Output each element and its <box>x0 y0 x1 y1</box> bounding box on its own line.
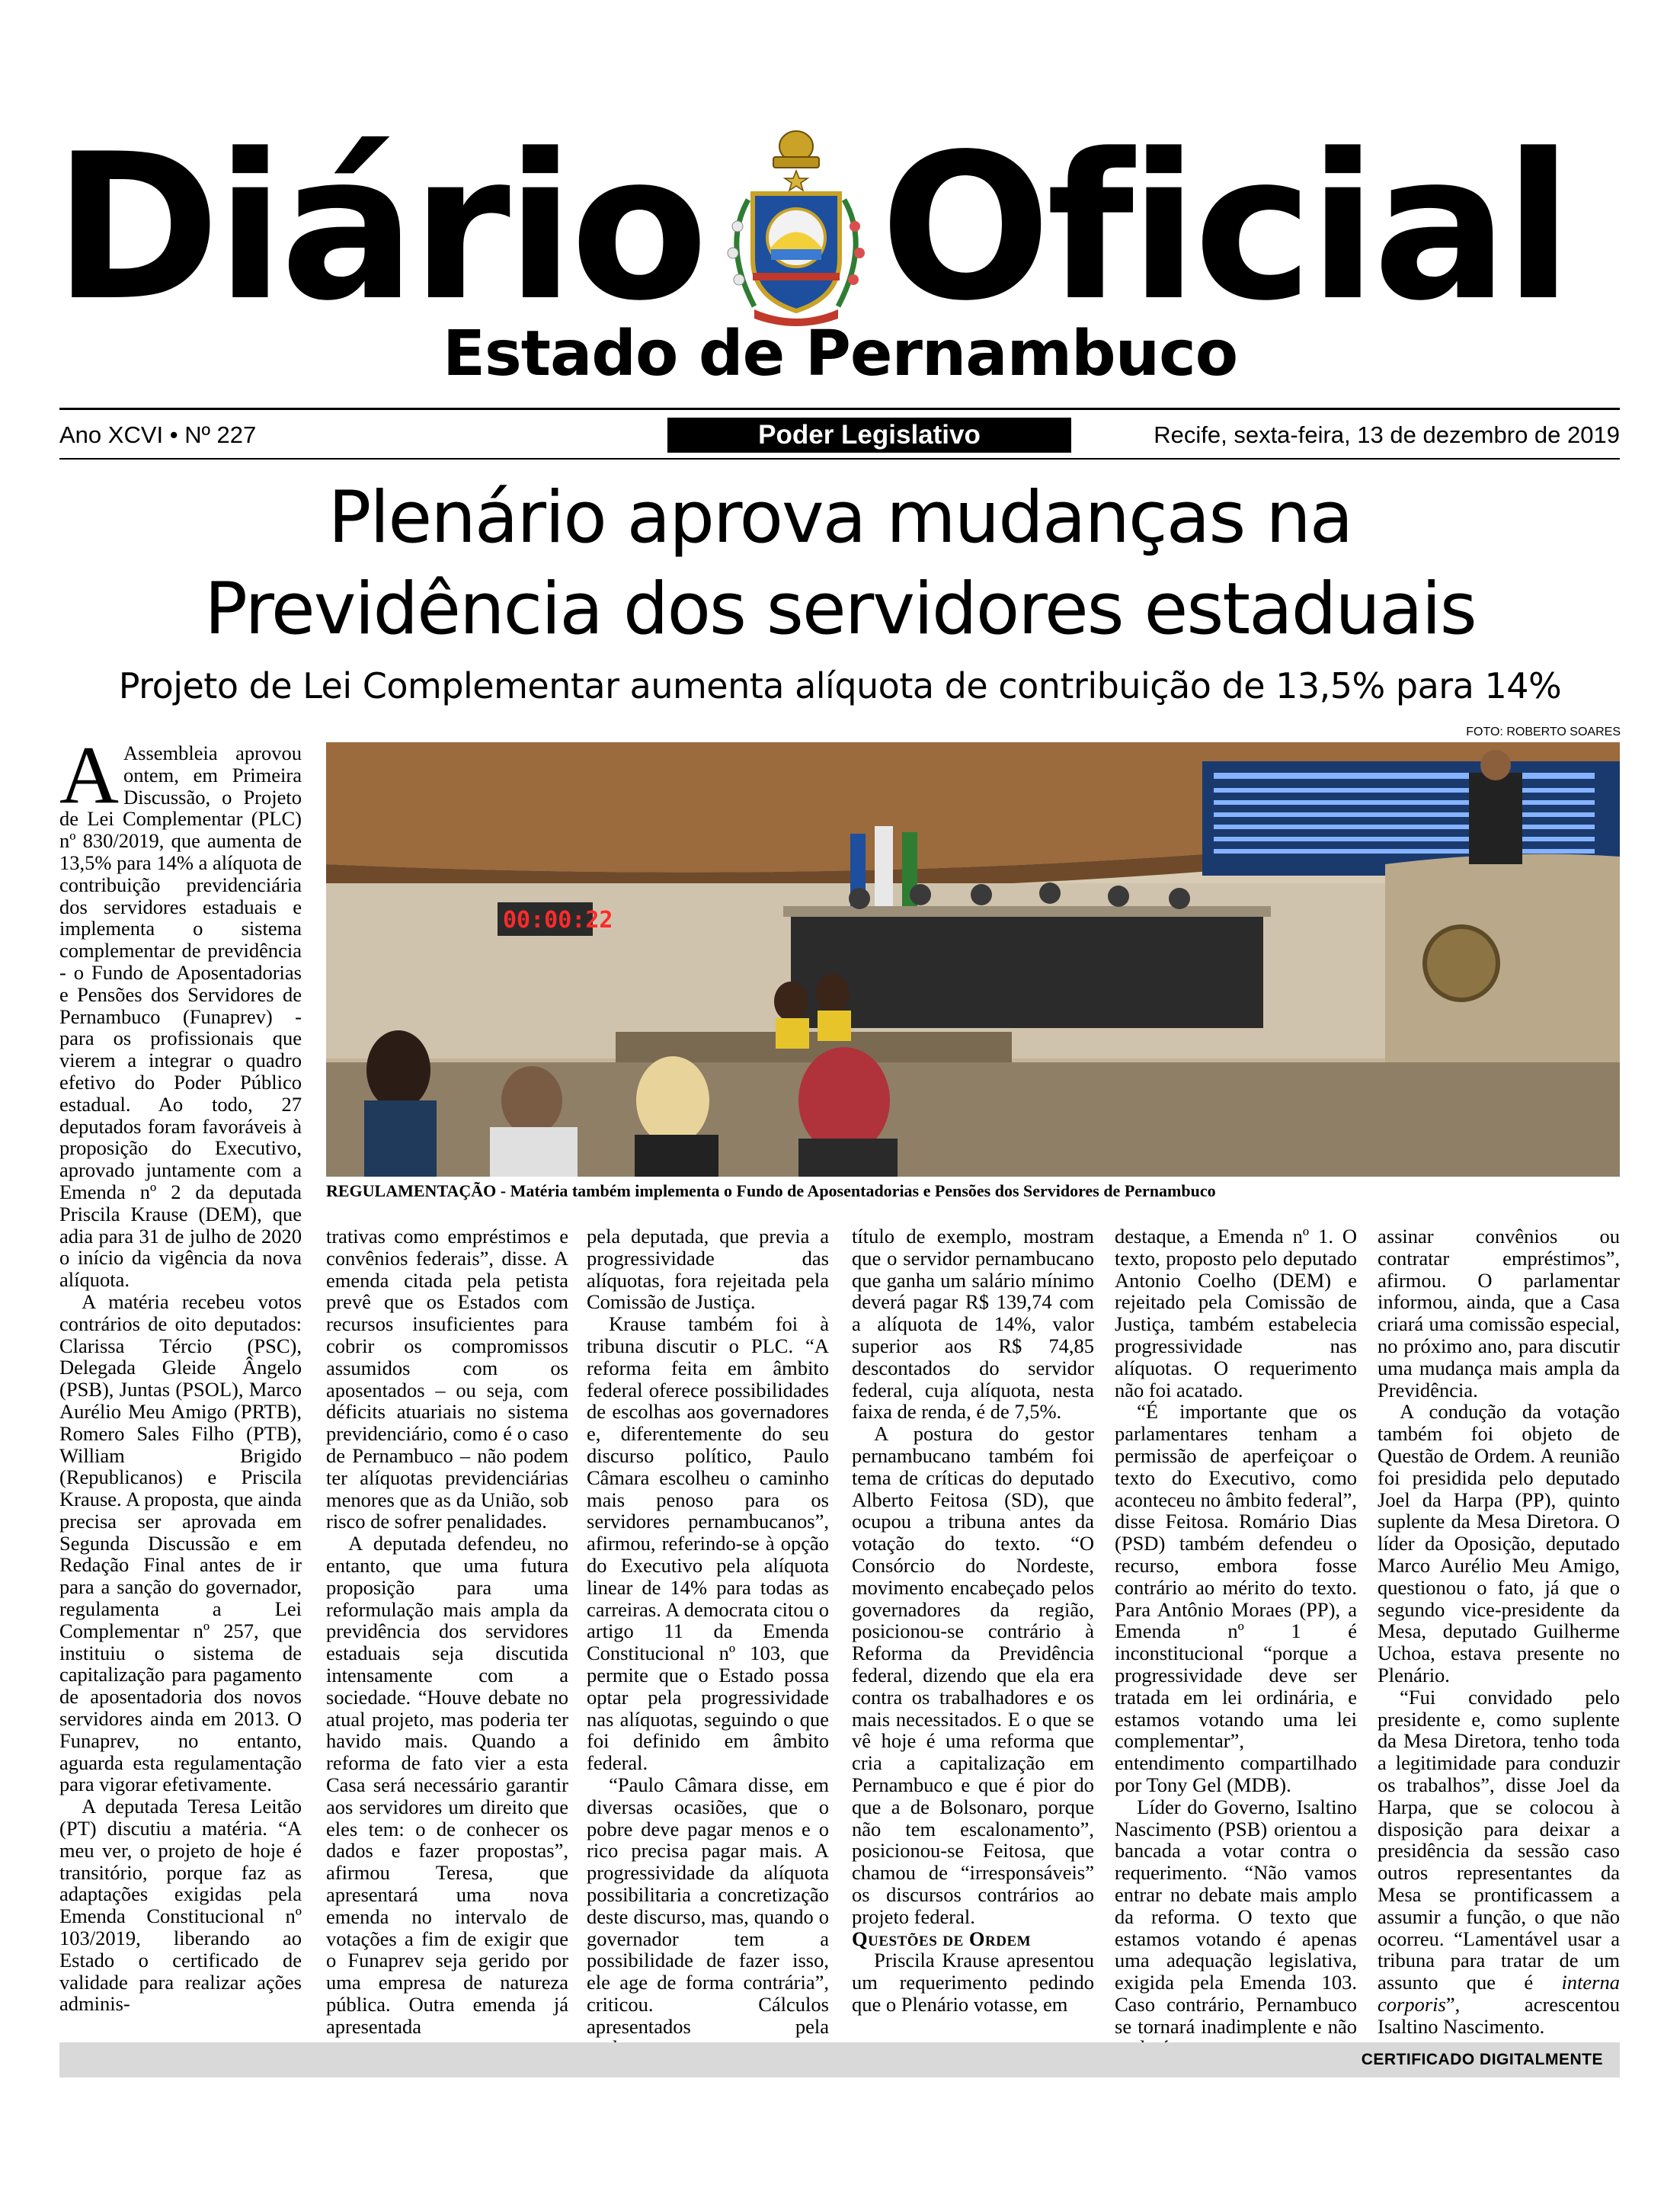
headline <box>0 472 1680 655</box>
top-rule <box>59 408 1620 410</box>
paragraph <box>1378 1686 1620 2038</box>
article-column-1 <box>59 730 302 2016</box>
plenary-photo <box>326 742 1620 1177</box>
masthead-title-left: Diário <box>53 111 704 345</box>
paragraph: trativas como empréstimos e convênios federais”, disse. A emenda citada pela petista prevê que os Estados com recursos insuficientes para cobrir os compromissos assumidos com os aposentados – ou seja, com déficits atuariais no sistema previdenciário, como é o caso de Pernambuco – não podem ter alíquotas previdenciárias menores que as da União, sob risco de sofrer penalidades. <box>326 1225 568 1533</box>
paragraph: “Paulo Câmara disse, em diversas ocasiões, que o pobre deve pagar menos e o rico precisa pagar mais. A progressividade da alíquota possibilitaria a concretização deste discurso, mas, quando o governador tem a possibilidade de fazer isso, ele age de forma contrária”, criticou. Cálculos apresentados pela <box>587 1773 829 2038</box>
paragraph: Priscila Krause apresentou um requerimento pedindo que o Plenário votasse, em <box>852 1949 1094 2016</box>
headline-line-1: Plenário aprova mudanças na <box>328 476 1352 559</box>
headline-line-2: Previdência dos servidores estaduais <box>204 568 1476 651</box>
paragraph: A deputada defendeu, no entanto, que uma futura proposição para uma reformulação mais ampla da previdência dos servidores estaduais seja discutida intensamente com a sociedade. “Houve debate no atual projeto, mas poderia ter havido mais. Quando a reforma de fato vier a esta Casa será necessário garantir aos servidores um direito que eles tem: o de conhecer os dados e fazer propostas”, afirmou Teresa, que apresentará uma nova emenda no intervalo de votações a fim de exigir que o Funaprev seja gerido por uma empresa de natureza pública. Outra emenda já apresentada <box>326 1532 568 2038</box>
dateline: Recife, sexta-feira, 13 de dezembro de 2019 <box>1154 421 1620 448</box>
paragraph: pela deputada, que previa a progressividade das alíquotas, fora rejeitada pela Comissão de Justiça. <box>587 1225 829 1314</box>
photo-caption: REGULAMENTAÇÃO - Matéria também implementa o Fundo de Aposentadorias e Pensões dos Servidores de Pernambuco <box>326 1181 1216 1200</box>
masthead-title-right: Oficial <box>880 111 1569 345</box>
paragraph: A matéria recebeu votos contrários de oito deputados: Clarissa Tércio (PSC), Delegada Gleide Ângelo (PSB), Juntas (PSOL), Marco Aurélio Meu Amigo (PRTB), Romero Sales Filho (PTB), William Brigido (Republicanos) e Priscila Krause. A proposta, que ainda precisa ser aprovada em Segunda Discussão e em Redação Final antes de ir para a sanção do governador, regulamenta a Lei Complementar nº 257, que instituiu o sistema de capitalização para pagamento de aposentadoria dos novos servidores ainda em 2013. O Funaprev, no entanto, aguarda esta regulamentação para vigorar efetivamente. <box>59 1289 302 1796</box>
latin-term: interna corporis <box>1378 1971 1620 2016</box>
paragraph: A condução da votação também foi objeto de Questão de Ordem. A reunião foi presidida pelo deputado Joel da Harpa (PP), quinto suplente da Mesa Diretora. O líder da Oposição, deputado Marco Aurélio Meu Amigo, questionou o fato, já que o segundo vice-presidente da Mesa, deputado Guilherme Uchoa, estava presente no Plenário. <box>1378 1400 1620 1686</box>
article-column-5 <box>1115 1225 1357 2059</box>
pernambuco-coat-of-arms-icon <box>709 123 884 329</box>
paragraph: “É importante que os parlamentares tenham a permissão de aperfeiçoar o texto do Executivo, como aconteceu no âmbito federal”, disse Feitosa. Romário Dias (PSD) também defendeu o recurso, embora fosse contrário ao mérito do texto. Para Antônio Moraes (PP), a Emenda nº 1 é inconstitucional “porque a progressividade deve ser tratada em lei ordinária, e estamos votando uma lei complementar”, entendimento compartilhado por Tony Gel (MDB). <box>1115 1400 1357 1796</box>
timer-display: 00:00:22 <box>503 907 613 934</box>
footer-bar <box>59 2042 1620 2077</box>
paragraph: A postura do gestor pernambucano também foi tema de críticas do deputado Alberto Feitosa (SD), que ocupou a tribuna antes da votação do texto. “O Consórcio do Nordeste, movimento encabeçado pelos governadores da região, posicionou-se contrário à Reforma da Previdência federal, dizendo que ela era contra os trabalhadores e os mais necessitados. E o que se vê hoje é uma reforma que cria a capitalização em Pernambuco e que é pior do que a de Bolsonaro, porque não tem escalonamento”, posicionou-se Feitosa, que chamou de “irresponsáveis” os discursos contrários ao projeto federal. <box>852 1422 1094 1928</box>
paragraph: Krause também foi à tribuna discutir o PLC. “A reforma feita em âmbito federal oferece possibilidades de escolhas aos governadores e, diferentemente do seu discurso político, Paulo Câmara escolheu o caminho mais penoso para os servidores pernambucanos”, afirmou, referindo-se à opção do Executivo pela alíquota linear de 14% para todas as carreiras. A democrata citou o artigo 11 da Emenda Constitucional nº 103, que permite que o Estado possa optar pela progressividade nas alíquotas, seguindo o que foi definido em âmbito federal. <box>587 1312 829 1775</box>
article-column-6 <box>1378 1225 1620 2037</box>
bottom-rule <box>59 458 1620 460</box>
article-column-4 <box>852 1225 1094 2016</box>
paragraph: Líder do Governo, Isaltino Nascimento (PSB) orientou a bancada a votar contra o requerimento. “Não vamos entrar no debate mais amplo da reforma. O texto que estamos votando é apenas uma adequação legislativa, exigida pela Emenda 103. Caso contrário, Pernambuco se tornará inadimplente e não <box>1115 1795 1357 2038</box>
info-bar <box>59 418 1620 456</box>
paragraph: título de exemplo, mostram que o servidor pernambucano que ganha um salário mínimo deverá pagar R$ 139,74 com a alíquota de 14%, valor superior aos R$ 74,85 descontados do servidor federal, cuja alíquota, nesta faixa de renda, é de 7,5%. <box>852 1225 1094 1424</box>
photo-credit: FOTO: ROBERTO SOARES <box>1466 726 1621 738</box>
paragraph: Assembleia aprovou ontem, em Primeira Discussão, o Projeto de Lei Complementar (PLC) nº 830/2019, que aumenta de 13,5% para 14% a alíquota de contribuição previdenciária dos servidores estaduais e implementa o sistema complementar de previdência - o Fundo de Aposentadorias e Pensões dos Servidores de Pernambuco (Funaprev) - para os profissionais que vierem a integrar o quadro efetivo do Poder Público estadual. Ao todo, 27 deputados foram favoráveis à proposição do Executivo, aprovado juntamente com a Emenda nº 2 da deputada Priscila Krause (DEM), que adia para 31 de julho de 2020 o início da vigência da nova alíquota. <box>59 742 302 1292</box>
drop-cap: A <box>59 730 119 821</box>
subheadline: Projeto de Lei Complementar aumenta alíquota de contribuição de 13,5% para 14% <box>118 665 1562 706</box>
paragraph: assinar convênios ou contratar empréstimos”, afirmou. O parlamentar informou, ainda, que a Casa criará uma comissão especial, no próximo ano, para discutir uma mudança mais ampla da Previdência. <box>1378 1225 1620 1401</box>
quote-end: ”, acrescentou Isaltino Nascimento. <box>1378 1992 1620 2038</box>
paragraph: A deputada Teresa Leitão (PT) discutiu a matéria. “A meu ver, o projeto de hoje é transitório, porque faz as adaptações exigidas pela Emenda Constitucional nº 103/2019, liberando ao Estado o certificado de validade para realizar ações adminis- <box>59 1795 302 2016</box>
article-column-3 <box>587 1225 829 2059</box>
edition-number: Ano XCVI • Nº 227 <box>59 421 257 448</box>
branch-badge: Poder Legislativo <box>667 418 1071 453</box>
digital-certificate-label: CERTIFICADO DIGITALMENTE <box>1361 2051 1603 2068</box>
quote-text: “Fui convidado pelo presidente e, como suplente da Mesa Diretora, tenho toda a legitimidade para conduzir os trabalhos”, disse Joel da Harpa, que se colocou à disposição para deixar a presidência da sessão caso outros representantes da Mesa se prontificassem a assumir a função, o que não ocorreu. “Lamentável usar a tribuna para tratar de um assunto que é <box>1378 1685 1620 1994</box>
section-heading: Questões de Ordem <box>852 1927 1032 1950</box>
state-name: Estado de Pernambuco <box>442 318 1238 390</box>
article-column-2 <box>326 1225 568 2037</box>
paragraph: destaque, a Emenda nº 1. O texto, proposto pelo deputado Antonio Coelho (DEM) e rejeitado pela Comissão de Justiça, também estabelecia progressividade nas alíquotas. O requerimento não foi acatado. <box>1115 1225 1357 1401</box>
